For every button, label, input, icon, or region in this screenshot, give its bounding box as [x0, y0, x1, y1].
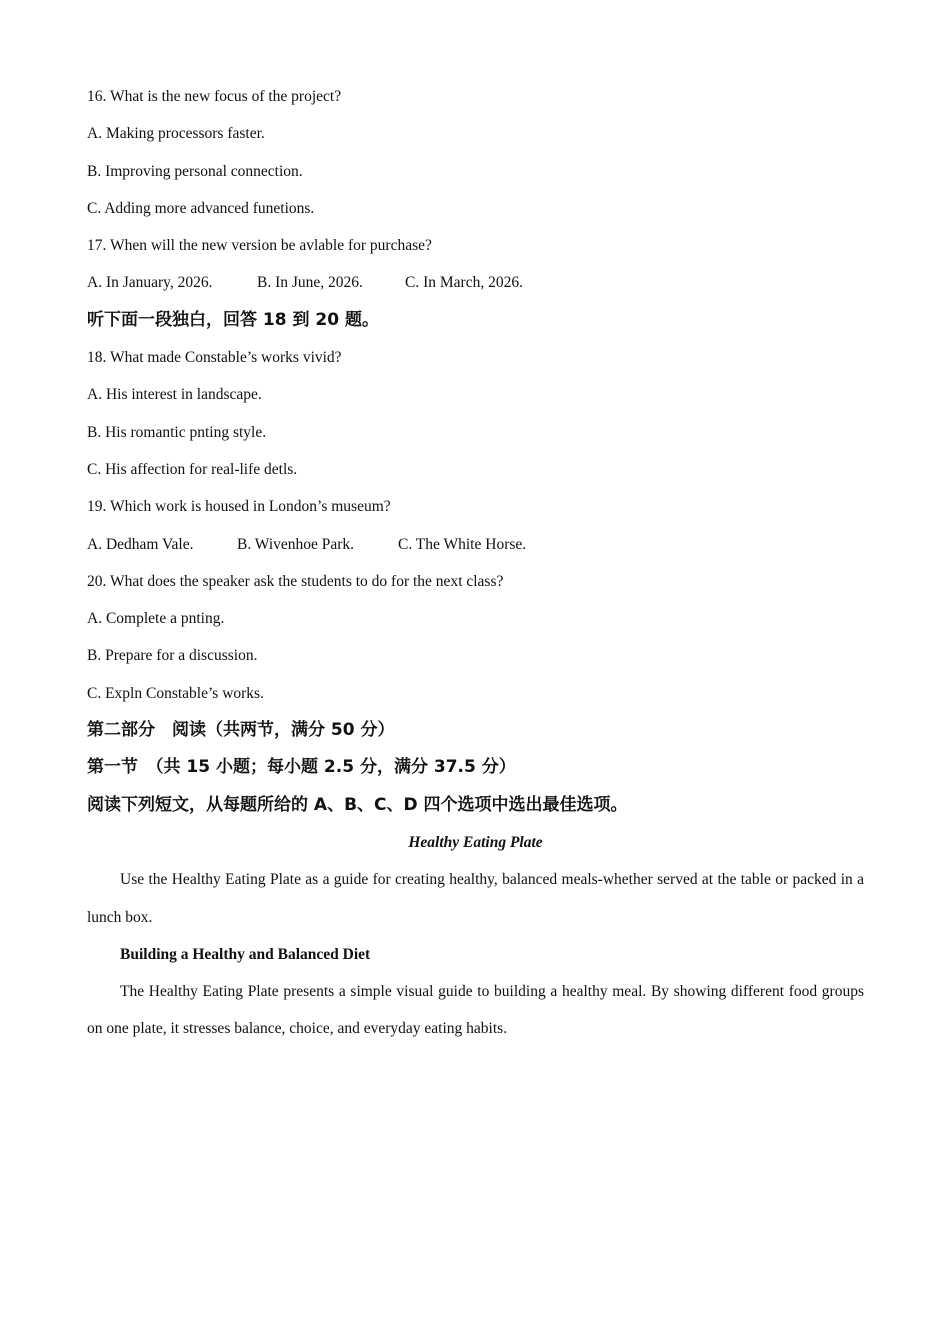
q17-option-b: B. In June, 2026. — [257, 274, 363, 292]
section1-heading: 第一节 （共 15 小题；每小题 2.5 分，满分 37.5 分） — [87, 757, 516, 778]
q17-options — [87, 264, 864, 301]
q19-option-b: B. Wivenhoe Park. — [237, 535, 355, 553]
passage-title: Healthy Eating Plate — [408, 833, 543, 851]
q20-option-b: B. Prepare for a discussion. — [87, 647, 258, 665]
q18-stem: 18. What made Constable’s works vivid? — [87, 349, 342, 367]
q18-option-b: B. His romantic pnting style. — [87, 423, 267, 441]
q19-option-c: C. The White Horse. — [398, 535, 527, 553]
q17-stem: 17. When will the new version be avlable for purchase? — [87, 237, 432, 255]
q19-option-a: A. Dedham Vale. — [87, 535, 194, 553]
q16-option-a: A. Making processors faster. — [87, 125, 265, 143]
passage-body: The Healthy Eating Plate presents a simple visual guide to building a healthy meal. By showing different food groups on one plate, it stresses balance, choice, and everyday eating habits. — [87, 983, 864, 1038]
q20-stem: 20. What does the speaker ask the students to do for the next class? — [87, 572, 504, 590]
q18-option-a: A. His interest in landscape. — [87, 386, 262, 404]
document-page — [87, 78, 864, 1048]
q18-option-c: C. His affection for real-life detls. — [87, 460, 298, 478]
q20-option-a: A. Complete a pnting. — [87, 610, 225, 628]
q16-stem: 16. What is the new focus of the project? — [87, 88, 342, 105]
monologue-instruction: 听下面一段独白，回答 18 到 20 题。 — [87, 309, 379, 330]
q19-stem: 19. Which work is housed in London’s museum? — [87, 498, 391, 516]
q17-option-c: C. In March, 2026. — [405, 274, 523, 292]
q20-option-c: C. Expln Constable’s works. — [87, 684, 264, 702]
q16-option-c: C. Adding more advanced funetions. — [87, 199, 315, 217]
passage-subheading: Building a Healthy and Balanced Diet — [120, 945, 371, 963]
passage-intro: Use the Healthy Eating Plate as a guide for creating healthy, balanced meals-whether served at the table or packed in a lunch box. — [87, 871, 864, 926]
reading-instruction: 阅读下列短文，从每题所给的 A、B、C、D 四个选项中选出最佳选项。 — [87, 794, 628, 815]
q17-option-a: A. In January, 2026. — [87, 274, 213, 292]
q16-option-b: B. Improving personal connection. — [87, 162, 303, 180]
part2-heading: 第二部分 阅读（共两节，满分 50 分） — [87, 720, 395, 741]
q19-options — [87, 526, 864, 563]
